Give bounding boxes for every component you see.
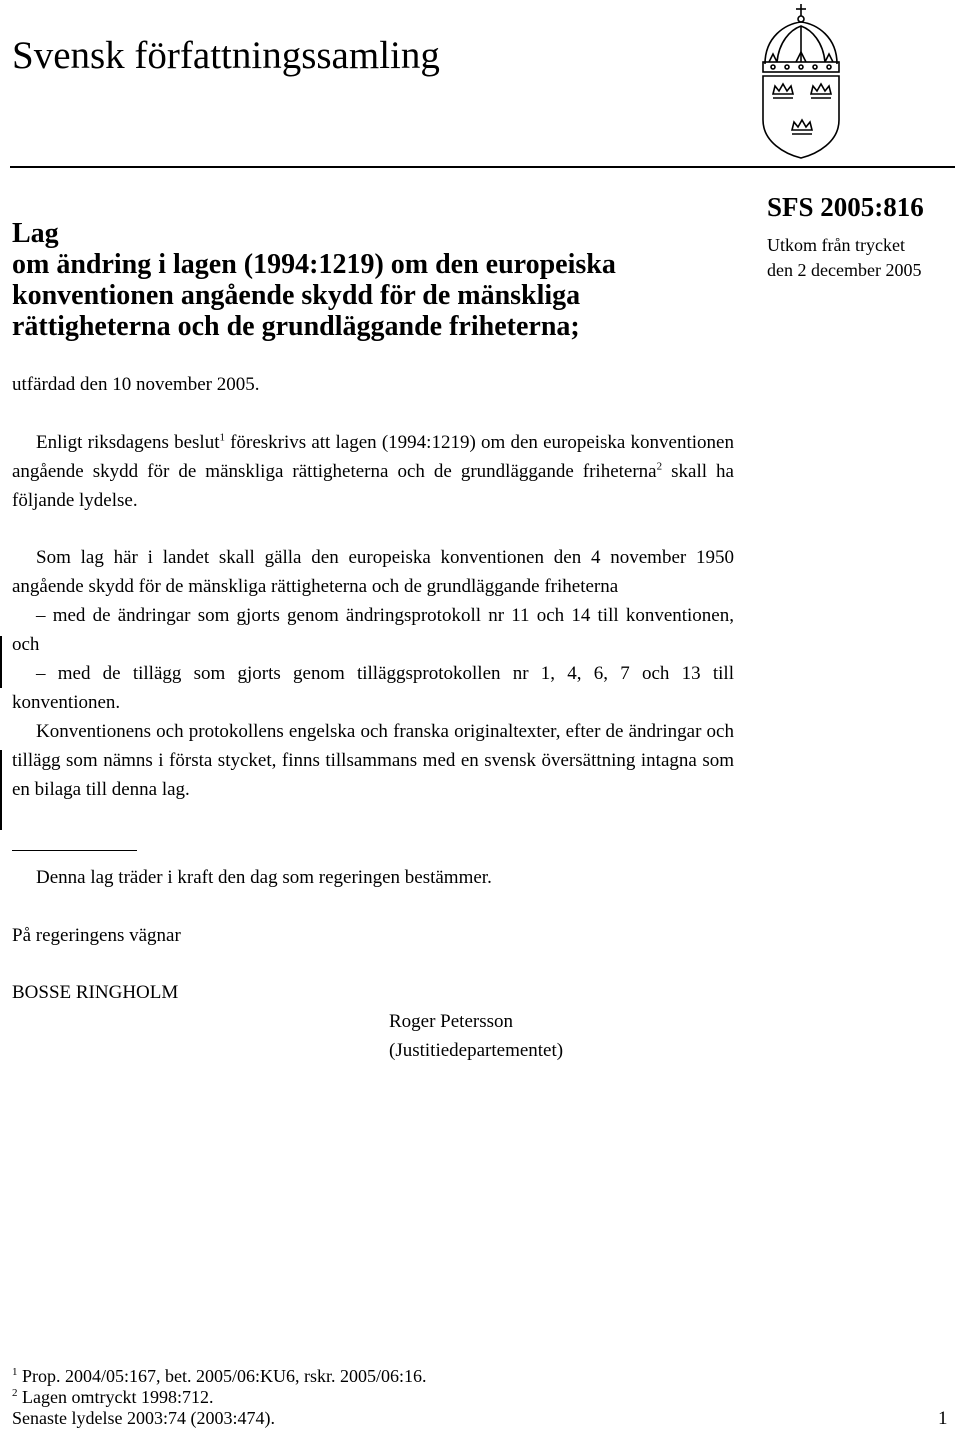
footnote-number: 1 [12, 1366, 18, 1378]
list-item-text: – med de tillägg som gjorts genom tilläggsprotokollen nr 1, 4, 6, 7 och 13 till konventionen. [12, 663, 734, 713]
footnote: Senaste lydelse 2003:74 (2003:474). [12, 1408, 275, 1428]
paragraph [12, 717, 734, 804]
list-item-text: – med de ändringar som gjorts genom ändringsprotokoll nr 11 och 14 till konventionen, och [12, 605, 734, 655]
sfs-number: SFS 2005:816 [767, 192, 924, 222]
list-item [12, 659, 734, 717]
law-heading: Lag [12, 218, 59, 249]
preamble [12, 428, 734, 515]
footnote [12, 1366, 427, 1387]
footnote-text: Prop. 2004/05:167, bet. 2005/06:KU6, rskr. 2005/06:16. [17, 1366, 427, 1386]
footnote-ref[interactable]: 1 [219, 431, 225, 444]
entry-into-force: Denna lag träder i kraft den dag som regeringen bestämmer. [36, 867, 492, 888]
section-rule [12, 850, 137, 851]
on-behalf-line: På regeringens vägnar [12, 925, 181, 946]
minister-signature: BOSSE RINGHOLM [12, 982, 179, 1003]
preamble-text: föreskrivs att lagen (1994:1219) om den europeiska konventionen angående skydd för de mänskliga rättigheterna och de grundläggande friheterna [12, 432, 734, 482]
preamble-text: skall ha följande lydelse. [12, 461, 734, 511]
paragraph [12, 543, 734, 601]
published-line: Utkom från trycket [767, 235, 905, 255]
law-title-line: om ändring i lagen (1994:1219) om den europeiska [12, 249, 616, 280]
preamble-text: Enligt riksdagens beslut [36, 432, 220, 453]
law-title-line: konventionen angående skydd för de mänskliga [12, 280, 581, 311]
swedish-coat-of-arms-icon [755, 2, 847, 160]
footnote-number: 2 [12, 1387, 18, 1399]
header-rule [10, 166, 955, 168]
change-bar [0, 636, 2, 688]
paragraph-text: Konventionens och protokollens engelska och franska originaltexter, efter de ändringar och tillägg som nämns i första stycket, finns tillsammans med en svensk översättning intagna som en bilaga till denna lag. [12, 721, 734, 800]
change-bar [0, 750, 2, 830]
footnote-text: Lagen omtryckt 1998:712. [17, 1387, 214, 1407]
official-signature: Roger Petersson [389, 1011, 514, 1032]
law-title [12, 218, 616, 342]
footnote-ref[interactable]: 2 [656, 460, 663, 473]
department-name: (Justitiedepartementet) [389, 1040, 564, 1061]
main-provision [12, 543, 734, 804]
paragraph-text: Som lag här i landet skall gälla den europeiska konventionen den 4 november 1950 angående skydd för de mänskliga rättigheterna och de grundläggande friheterna [12, 547, 734, 597]
footnotes [12, 1366, 427, 1429]
publication-title: Svensk författningssamling [12, 34, 440, 77]
list-item [12, 601, 734, 659]
publication-date [767, 233, 921, 283]
footnote [12, 1387, 427, 1408]
issued-date: utfärdad den 10 november 2005. [12, 374, 260, 395]
law-title-line: rättigheterna och de grundläggande friheterna; [12, 311, 580, 342]
page-number: 1 [938, 1408, 948, 1429]
published-line: den 2 december 2005 [767, 260, 922, 280]
